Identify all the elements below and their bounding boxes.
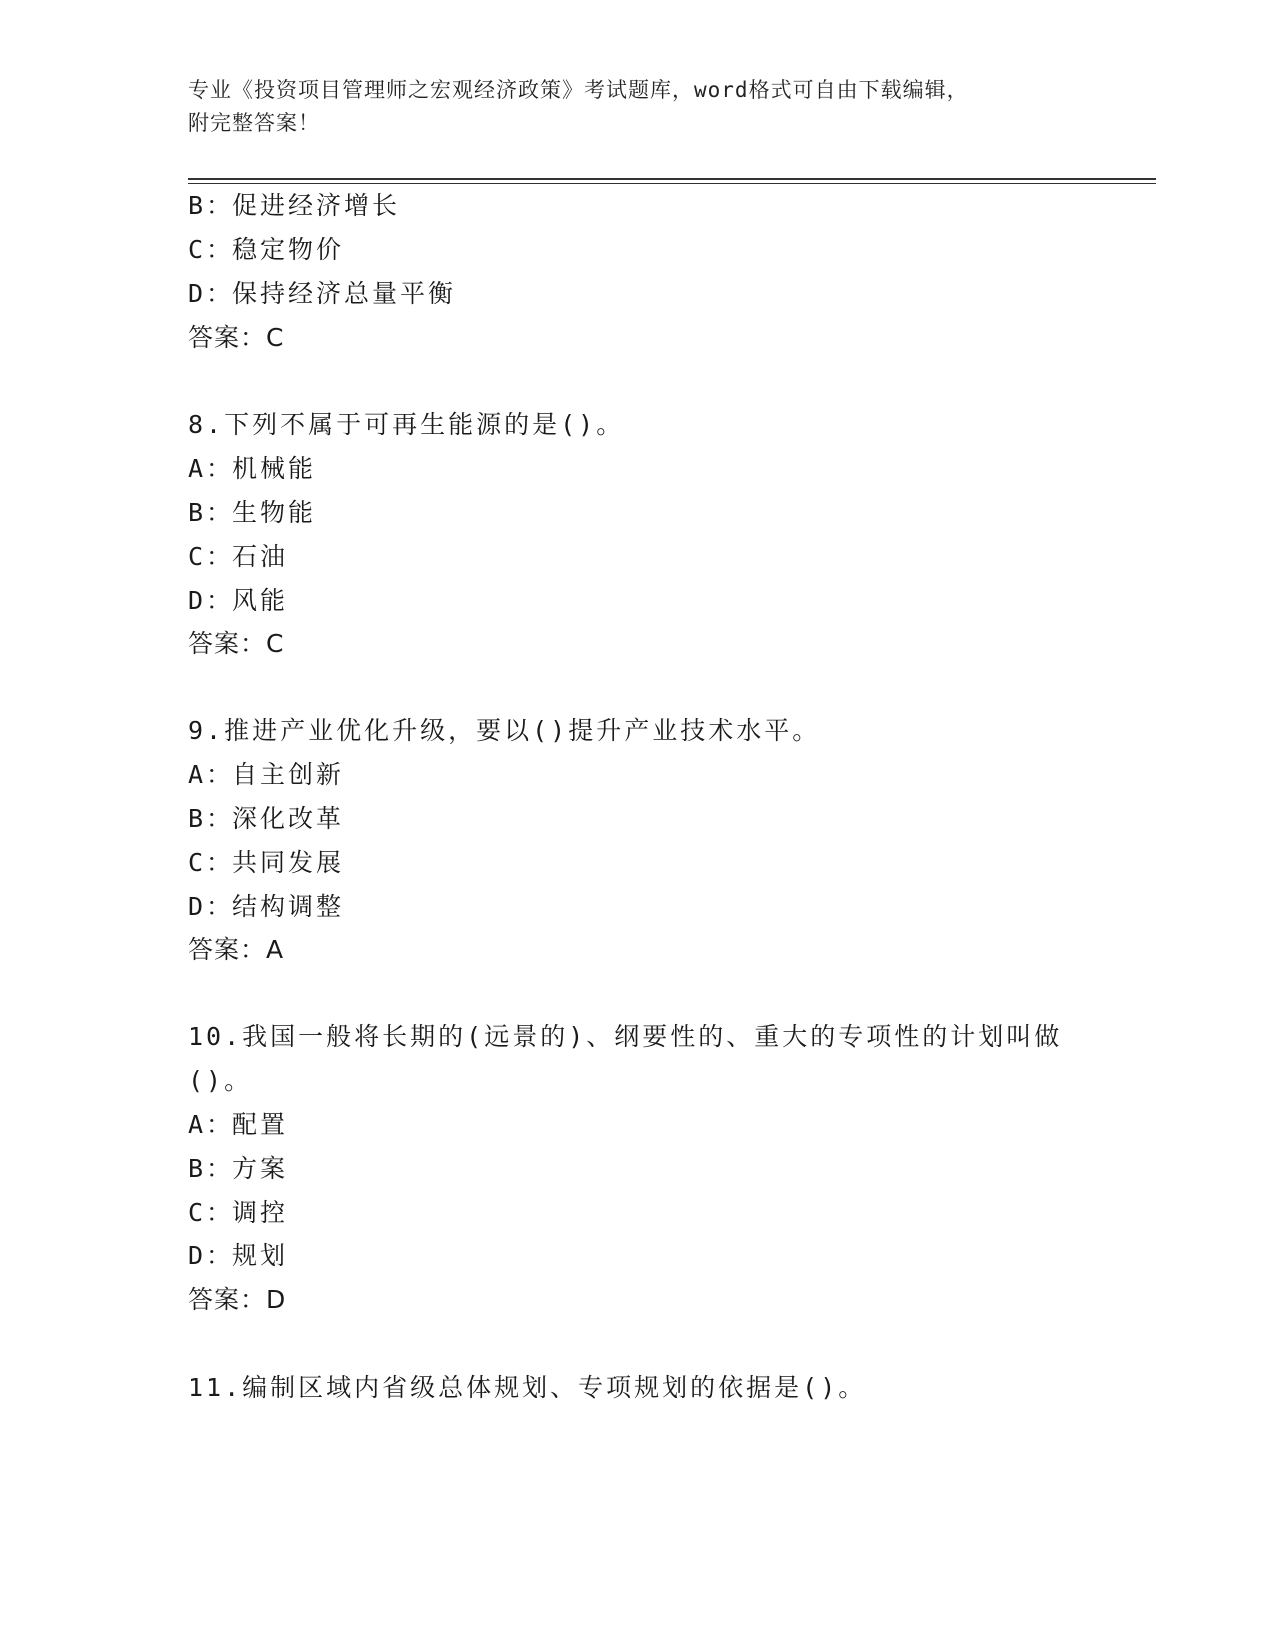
option-text: 石油 bbox=[232, 542, 289, 571]
header-line-2: 附完整答案！ bbox=[188, 111, 320, 135]
q8-option-a bbox=[188, 449, 316, 485]
q9-answer: 答案：A bbox=[188, 935, 285, 964]
option-text: 共同发展 bbox=[232, 848, 345, 877]
header-divider-thin bbox=[188, 183, 1156, 184]
q8-option-d bbox=[188, 581, 288, 617]
option-key: B： bbox=[188, 498, 235, 527]
option-text: 调控 bbox=[232, 1198, 289, 1227]
option-key: A： bbox=[188, 1110, 235, 1139]
option-key: B： bbox=[188, 1154, 235, 1183]
q10-question-line-2: ()。 bbox=[188, 1066, 253, 1095]
document-header bbox=[188, 74, 1088, 140]
option-key: D： bbox=[188, 279, 235, 308]
option-key: D： bbox=[188, 1241, 235, 1270]
option-key: A： bbox=[188, 454, 235, 483]
option-key: A： bbox=[188, 760, 235, 789]
option-text: 方案 bbox=[232, 1154, 289, 1183]
option-text: 规划 bbox=[232, 1241, 289, 1270]
option-key: D： bbox=[188, 586, 235, 615]
option-text: 生物能 bbox=[232, 498, 317, 527]
option-key: C： bbox=[188, 235, 235, 264]
q8-answer: 答案：C bbox=[188, 629, 285, 658]
q9-option-b bbox=[188, 799, 344, 835]
q10-option-d bbox=[188, 1236, 288, 1272]
header-line-1: 专业《投资项目管理师之宏观经济政策》考试题库，word格式可自由下载编辑， bbox=[188, 78, 969, 102]
q8-option-c bbox=[188, 537, 288, 573]
option-key: C： bbox=[188, 848, 235, 877]
q7-option-d bbox=[188, 274, 456, 310]
q11-question: 11.编制区域内省级总体规划、专项规划的依据是()。 bbox=[188, 1373, 867, 1402]
q10-answer: 答案：D bbox=[188, 1285, 287, 1314]
option-text: 深化改革 bbox=[232, 804, 345, 833]
option-key: C： bbox=[188, 1198, 235, 1227]
q10-option-b bbox=[188, 1149, 288, 1185]
option-text: 稳定物价 bbox=[232, 235, 345, 264]
option-text: 促进经济增长 bbox=[232, 191, 401, 220]
option-text: 自主创新 bbox=[232, 760, 345, 789]
q10-option-a bbox=[188, 1105, 288, 1141]
q10-question-line-1: 10.我国一般将长期的(远景的)、纲要性的、重大的专项性的计划叫做 bbox=[188, 1022, 1063, 1051]
option-key: B： bbox=[188, 804, 235, 833]
q8-question: 8.下列不属于可再生能源的是()。 bbox=[188, 410, 625, 439]
option-text: 风能 bbox=[232, 586, 289, 615]
q9-option-a bbox=[188, 755, 344, 791]
q8-option-b bbox=[188, 493, 316, 529]
option-key: B： bbox=[188, 191, 235, 220]
option-key: C： bbox=[188, 542, 235, 571]
option-text: 机械能 bbox=[232, 454, 317, 483]
option-text: 配置 bbox=[232, 1110, 289, 1139]
q7-option-b bbox=[188, 186, 400, 222]
q7-option-c bbox=[188, 230, 344, 266]
q10-option-c bbox=[188, 1193, 288, 1229]
q9-option-d bbox=[188, 887, 344, 923]
q9-question: 9.推进产业优化升级，要以()提升产业技术水平。 bbox=[188, 716, 821, 745]
option-text: 结构调整 bbox=[232, 892, 345, 921]
option-text: 保持经济总量平衡 bbox=[232, 279, 457, 308]
q7-answer: 答案：C bbox=[188, 323, 285, 352]
q9-option-c bbox=[188, 843, 344, 879]
option-key: D： bbox=[188, 892, 235, 921]
header-divider bbox=[188, 178, 1156, 180]
